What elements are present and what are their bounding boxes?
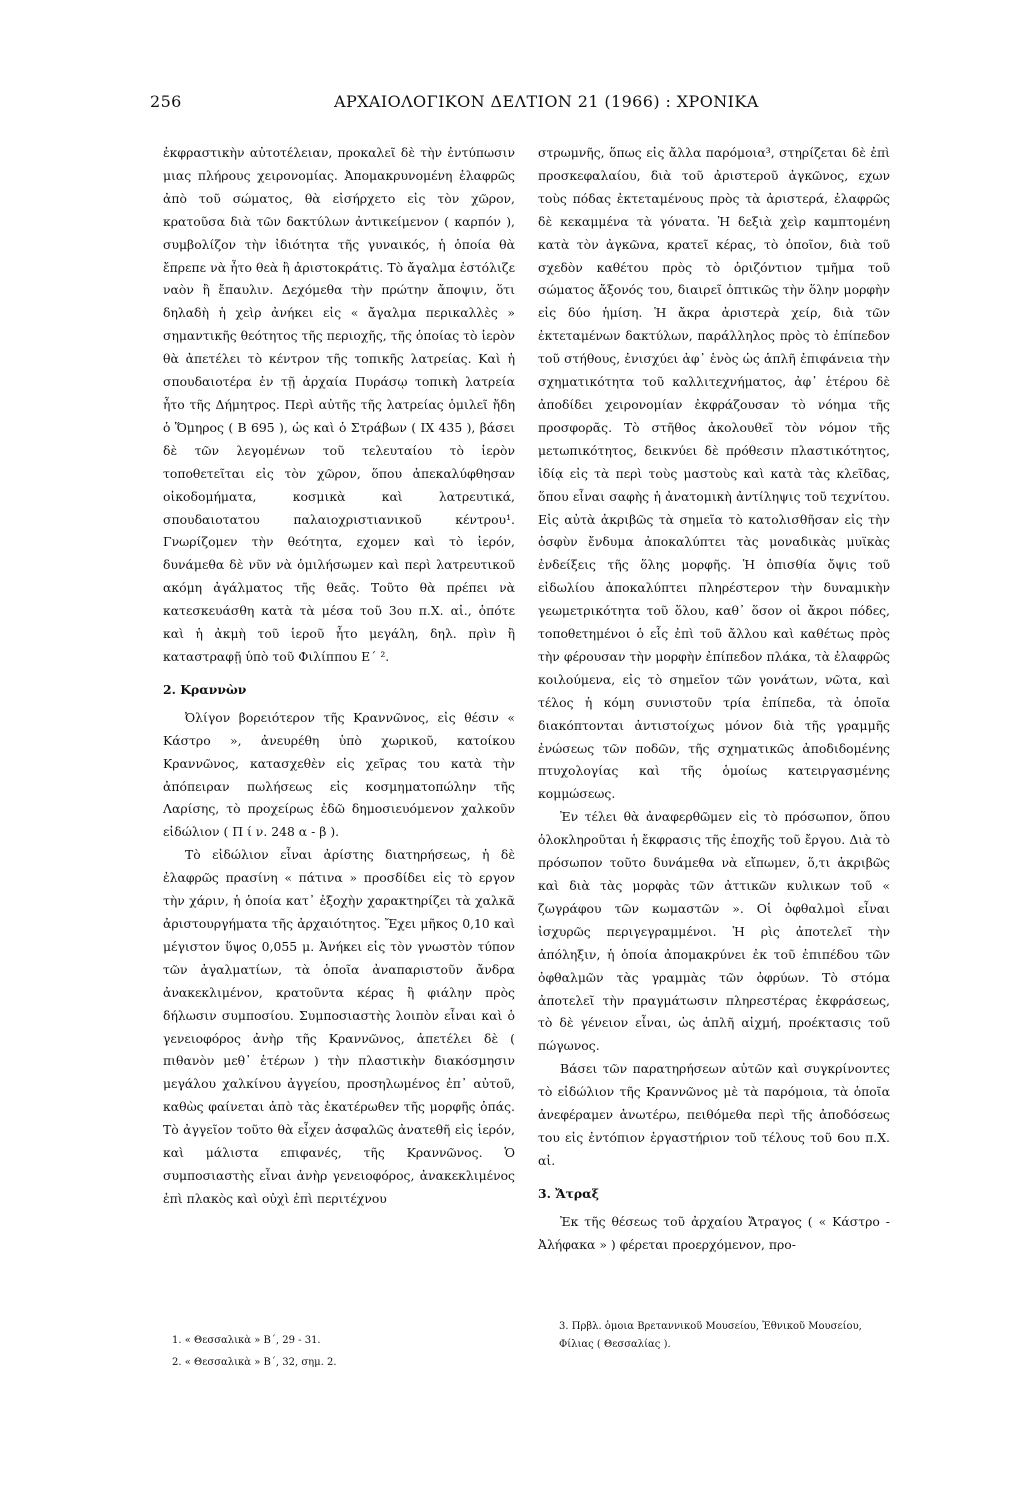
section-heading-atrax: 3. Ἄτραξ: [538, 1185, 600, 1201]
footnote: 1. « Θεσσαλικὰ » Β΄, 29 - 31.: [172, 1335, 321, 1346]
paragraph: ἐκφραστικὴν αὐτοτέλειαν, προκαλεῖ δὲ τὴν ἐντύπωσιν μιας πλήρους χειρονομίας. Ἀπομακρυνομένη ἐλαφρῶς ἀπὸ τοῦ σώματος, θὰ εἰσήρχετο εἰς τὸν χῶρον, κρατοῦσα διὰ τῶν δακτύλων ἀντικείμενον ( καρπόν ), συμβολίζον τὴν ἰδιότητα τῆς γυναικός, ἡ ὁποία θὰ ἔπρεπε νὰ ἦτο θεὰ ἢ ἀριστοκράτις. Τὸ ἄγαλμα ἐστόλιζε ναὸν ἢ ἔπαυλιν. Δεχόμεθα τὴν πρώτην ἄποψιν, ὅτι δηλαδὴ ἡ χεὶρ ἀνήκει εἰς « ἄγαλμα περικαλλὲς » σημαντικῆς θεότητος τῆς περιοχῆς, τῆς ὁποίας τὸ ἱερὸν θὰ ἀπετέλει τὸ κέντρον τῆς τοπικῆς λατρείας. Καὶ ἡ σπουδαιοτέρα ἐν τῇ ἀρχαία Πυράσῳ τοπικὴ λατρεία ἦτο τῆς Δήμητρος. Περὶ αὐτῆς τῆς λατρείας ὁμιλεῖ ἤδη ὁ Ὅμηρος ( Β 695 ), ὡς καὶ ὁ Στράβων ( ΙΧ 435 ), βάσει δὲ τῶν λεγομένων τοῦ τελευταίου τὸ ἱερὸν τοποθετεῖται εἰς τὸν χῶρον, ὅπου ἀπεκαλύφθησαν οἰκοδομήματα, κοσμικὰ καὶ λατρευτικά, σπουδαιοτατου παλαιοχριστιανικοῦ κέντρου¹. Γνωρίζομεν τὴν θεότητα, εχομεν καὶ τὸ ἱερόν, δυνάμεθα δὲ νῦν νὰ ὁμιλήσωμεν καὶ περὶ λατρευτικοῦ ακόμη ἀγάλματος τῆς θεᾶς. Τοῦτο θὰ πρέπει νὰ κατεσκευάσθη κατὰ τὰ μέσα τοῦ 3ου π.Χ. αἰ., ὁπότε καὶ ἡ ἀκμὴ τοῦ ἱεροῦ ἦτο μεγάλη, δηλ. πρὶν ἢ καταστραφῇ ὑπὸ τοῦ Φιλίππου Ε΄ ².: [163, 145, 515, 664]
footnotes-right: [559, 1318, 899, 1354]
paragraph: Βάσει τῶν παρατηρήσεων αὐτῶν καὶ συγκρίνοντες τὸ εἰδώλιον τῆς Κραννῶνος μὲ τὰ παρόμοια, τὰ ὁποῖα ἀνεφέραμεν ἀνωτέρω, πειθόμεθα περὶ τῆς ἀποδόσεως του εἰς ἐντόπιον ἐργαστήριον τοῦ τέλους τοῦ 6ου π.Χ. αἰ.: [538, 1061, 890, 1168]
paragraph: Τὸ εἰδώλιον εἶναι ἀρίστης διατηρήσεως, ἡ δὲ ἐλαφρῶς πρασίνη « πάτινα » προσδίδει εἰς τὸ εργον τὴν χάριν, ἡ ὁποία κατ᾽ ἐξοχὴν χαρακτηρίζει τὰ χαλκᾶ ἀριστουργήματα τῆς ἀρχαιότητος. Ἔχει μῆκος 0,10 καὶ μέγιστον ὕψος 0,055 μ. Ἀνήκει εἰς τὸν γνωστὸν τύπον τῶν ἀγαλματίων, τὰ ὁποῖα ἀναπαριστοῦν ἄνδρα ἀνακεκλιμένον, κρατοῦντα κέρας ἢ φιάλην πρὸς δήλωσιν συμποσίου. Συμποσιαστὴς λοιπὸν εἶναι καὶ ὁ γενειοφόρος ἀνὴρ τῆς Κραννῶνος, ἀπετέλει δὲ ( πιθανὸν μεθ᾽ ἑτέρων ) τὴν πλαστικὴν διακόσμησιν μεγάλου χαλκίνου ἀγγείου, προσηλωμένος ἐπ᾽ αὐτοῦ, καθὼς φαίνεται ἀπὸ τὰς ἑκατέρωθεν τῆς μορφῆς ὀπάς. Τὸ ἀγγεῖον τοῦτο θὰ εἶχεν ἀσφαλῶς ἀνατεθῆ εἰς ἱερόν, καὶ μάλιστα επιφανές, τῆς Κραννῶνος. Ὁ συμποσιαστὴς εἶναι ἀνὴρ γενειοφόρος, ἀνακεκλιμένος ἐπὶ πλακὸς καὶ οὐχὶ ἐπὶ περιτέχνου: [163, 847, 515, 1206]
footnotes-left: [172, 1330, 524, 1374]
left-column: [163, 142, 515, 1211]
page-number: 256: [150, 92, 182, 111]
paragraph: Ἐκ τῆς θέσεως τοῦ ἀρχαίου Ἄτραγος ( « Κάστρο - Ἀλήφακα » ) φέρεται προερχόμενον, προ-: [538, 1213, 890, 1252]
running-title: ΑΡΧΑΙΟΛΟΓΙΚΟΝ ΔΕΛΤΙΟΝ 21 (1966) : ΧΡΟΝΙΚΑ: [334, 92, 759, 111]
footnote: 3. Πρβλ. ὁμοια Βρεταννικοῦ Μουσείου, Ἐθνικοῦ Μουσείου, Φίλιας ( Θεσσαλίας ).: [559, 1321, 862, 1350]
footnote: 2. « Θεσσαλικὰ » Β΄, 32, σημ. 2.: [172, 1357, 337, 1368]
paragraph: Ἐν τέλει θὰ ἀναφερθῶμεν εἰς τὸ πρόσωπον, ὅπου ὁλοκληροῦται ἡ ἔκφρασις τῆς ἐποχῆς τοῦ ἔργου. Διὰ τὸ πρόσωπον τοῦτο δυνάμεθα νὰ εἴπωμεν, ὅ,τι ἀκριβῶς καὶ διὰ τὰς μορφὰς τῶν ἀττικῶν κυλικων τοῦ « ζωγράφου τῶν κωμαστῶν ». Οἱ ὀφθαλμοὶ εἶναι ἰσχυρῶς περιγεγραμμένοι. Ἡ ρὶς ἀποτελεῖ τὴν ἀπόληξιν, ἡ ὁποία ἀπομακρύνει ἐκ τοῦ ἐπιπέδου τῶν ὀφθαλμῶν τὰς γραμμὰς τῶν ὀφρύων. Τὸ στόμα ἀποτελεῖ τὴν πραγμάτωσιν πληρεστέρας ἐκφράσεως, τὸ δὲ γένειον εἶναι, ὡς ἁπλῆ αἰχμή, προέκτασις τοῦ πώγωνος.: [538, 809, 890, 1054]
paragraph: Ὀλίγον βορειότερον τῆς Κραννῶνος, εἰς θέσιν « Κάστρο », ἀνευρέθη ὑπὸ χωρικοῦ, κατοίκου Κραννῶνος, κατασχεθὲν εἰς χεῖρας του κατὰ τὴν ἀπόπειραν πωλήσεως εἰς κοσμηματοπώλην τῆς Λαρίσης, τὸ προχείρως ἐδῶ δημοσιευόμενον χαλκοῦν εἰδώλιον ( Π ί ν. 248 α - β ).: [163, 709, 515, 840]
right-column: [538, 142, 890, 1257]
paragraph: στρωμνῆς, ὅπως εἰς ἄλλα παρόμοια³, στηρίζεται δὲ ἐπὶ προσκεφαλαίου, διὰ τοῦ ἀριστεροῦ ἀγκῶνος, εχων τοὺς πόδας ἐκτεταμένους πρὸς τὰ ἀριστερά, ἐλαφρῶς δὲ κεκαμμένα τὰ γόνατα. Ἡ δεξιὰ χεὶρ καμπτομένη κατὰ τὸν ἀγκῶνα, κρατεῖ κέρας, τὸ ὁποῖον, διὰ τοῦ σχεδὸν καθέτου πρὸς τὸ ὁριζόντιον τμῆμα τοῦ σώματος ἄξονός του, διαιρεῖ ὀπτικῶς τὴν ὅλην μορφὴν εἰς δύο ἡμίση. Ἡ ἄκρα ἀριστερὰ χείρ, διὰ τῶν ἐκτεταμένων δακτύλων, παράλληλος πρὸς τὸ ἐπίπεδον τοῦ στήθους, ἐνισχύει ἀφ᾽ ἑνὸς ὡς ἁπλῆ ἐπιφάνεια τὴν σχηματικότητα τοῦ καλλιτεχνήματος, ἀφ᾽ ἑτέρου δὲ ἀποδίδει χειρονομίαν ἐκφράζουσαν τὸ νόημα τῆς προσφορᾶς. Τὸ στῆθος ἀκολουθεῖ τὸν νόμον τῆς μετωπικότητος, δεικνύει δὲ πρόθεσιν πλαστικότητος, ἰδίᾳ εἰς τὰ περὶ τοὺς μαστοὺς καὶ κατὰ τὰς κλεῖδας, ὅπου εἶναι σαφὴς ἡ ἀνατομικὴ ἀντίληψις τοῦ τεχνίτου. Εἰς αὐτὰ ἀκριβῶς τὰ σημεῖα τὸ κατολισθῆσαν εἰς τὴν ὀσφὺν ἔνδυμα ἀποκαλύπτει τὰς μοναδικὰς μυϊκὰς ἐνδείξεις τῆς ὅλης μορφῆς. Ἡ ὀπισθία ὄψις τοῦ εἰδωλίου ἀποκαλύπτει πληρέστερον τὴν δυναμικὴν γεωμετρικότητα τοῦ ὅλου, καθ᾽ ὅσον οἱ ἄκροι πόδες, τοποθετημένοι ὁ εἷς ἐπὶ τοῦ ἄλλου καὶ καθέτως πρὸς τὴν φέρουσαν τὴν μορφὴν ἐπίπεδον πλάκα, τὰ ἐλαφρῶς κοιλούμενα, εἰς τὸ σημεῖον τῶν γονάτων, νῶτα, καὶ τέλος ἡ κόμη συνιστοῦν τρία ἐπίπεδα, τὰ ὁποῖα διακόπτονται ἀντιστοίχως μόνον διὰ τῆς γραμμῆς ἐνώσεως τῶν ποδῶν, τῆς σχηματικῶς ἀποδιδομένης πτυχολογίας καὶ τῆς ὁμοίως κατειργασμένης κομμώσεως.: [538, 145, 890, 802]
section-heading-krannon: 2. Κραννὼν: [163, 681, 247, 697]
